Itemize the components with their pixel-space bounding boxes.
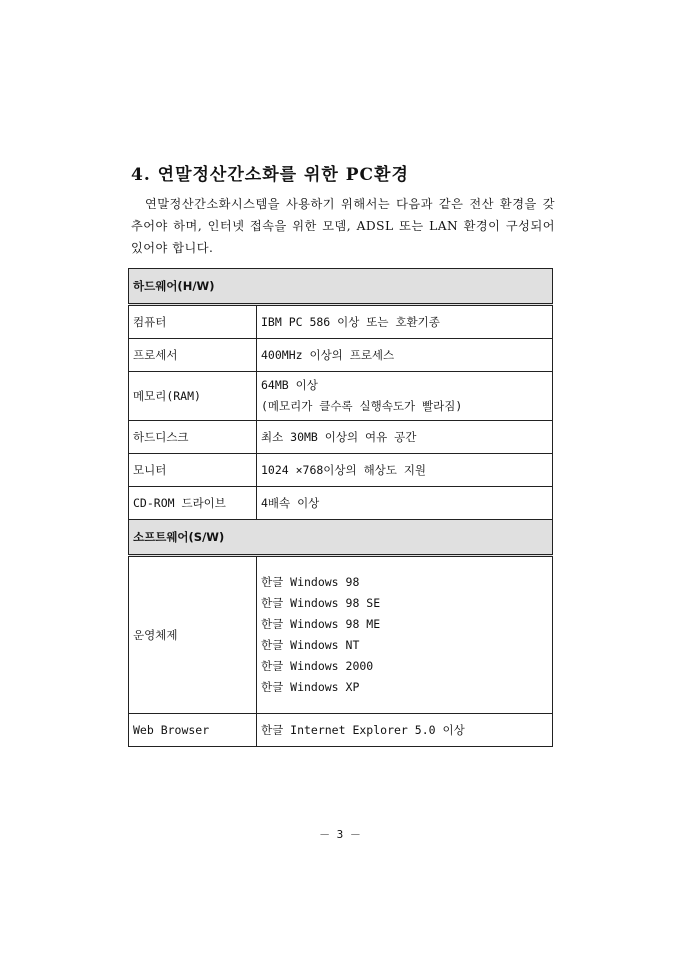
row-label-processor: 프로세서 (129, 339, 257, 372)
row-value-processor: 400MHz 이상의 프로세스 (257, 339, 553, 372)
table-row (129, 372, 553, 421)
hardware-section-header (129, 269, 553, 305)
row-label-memory: 메모리(RAM) (129, 372, 257, 421)
row-label-computer: 컴퓨터 (129, 305, 257, 339)
table-row (129, 556, 553, 714)
row-value-computer: IBM PC 586 이상 또는 호환기종 (257, 305, 553, 339)
table-row (129, 714, 553, 747)
row-label-harddisk: 하드디스크 (129, 421, 257, 454)
pc-requirements-table (128, 268, 553, 747)
row-value-harddisk: 최소 30MB 이상의 여유 공간 (257, 421, 553, 454)
page-number: － 3 － (319, 828, 361, 841)
os-item: 한글 Windows NT (261, 638, 360, 652)
os-item: 한글 Windows 98 (261, 575, 360, 589)
row-label-browser: Web Browser (129, 714, 257, 747)
row-value-memory (257, 372, 553, 421)
row-value-cdrom: 4배속 이상 (257, 487, 553, 520)
memory-value-line1: 64MB 이상 (261, 378, 318, 392)
table-row (129, 421, 553, 454)
hardware-title: 하드웨어(H/W) (129, 269, 553, 305)
row-value-browser: 한글 Internet Explorer 5.0 이상 (257, 714, 553, 747)
os-item: 한글 Windows 98 ME (261, 617, 381, 631)
table-row (129, 454, 553, 487)
row-label-monitor: 모니터 (129, 454, 257, 487)
software-title: 소프트웨어(S/W) (129, 520, 553, 556)
row-value-os (257, 556, 553, 714)
os-item: 한글 Windows XP (261, 680, 360, 694)
software-section-header (129, 520, 553, 556)
os-item: 한글 Windows 2000 (261, 659, 374, 673)
table-row (129, 339, 553, 372)
row-label-os: 운영체제 (129, 556, 257, 714)
table-row (129, 487, 553, 520)
os-item: 한글 Windows 98 SE (261, 596, 381, 610)
section-heading: 4. 연말정산간소화를 위한 PC환경 (131, 165, 409, 185)
table-row (129, 305, 553, 339)
row-label-cdrom: CD-ROM 드라이브 (129, 487, 257, 520)
row-value-monitor: 1024 ×768이상의 해상도 지원 (257, 454, 553, 487)
memory-value-line2: (메모리가 클수록 실행속도가 빨라짐) (261, 399, 463, 413)
intro-paragraph: 연말정산간소화시스템을 사용하기 위해서는 다음과 같은 전산 환경을 갖추어야 하며, 인터넷 접속을 위한 모뎀, ADSL 또는 LAN 환경이 구성되어 있어야 합니다. (131, 197, 555, 255)
